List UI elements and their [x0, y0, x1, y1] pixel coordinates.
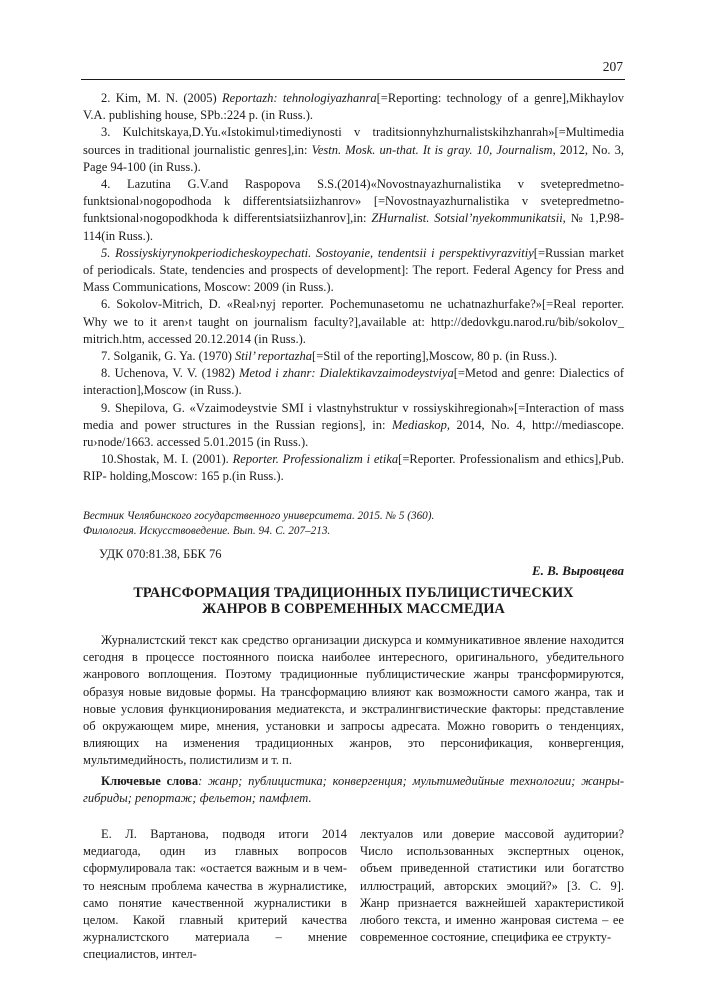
reference-title: ZHurnalist. Sotsial’nyekommunikatsii, [371, 211, 566, 226]
reference-text: [=Stil of the reporting],Moscow, 80 p. (in Russ.). [312, 349, 558, 364]
reference-item [83, 400, 624, 452]
reference-title: Stil’ reportazha [235, 349, 313, 364]
reference-number: 6. [101, 297, 111, 312]
reference-number: 10. [101, 452, 117, 467]
reference-text: Kim, M. N. (2005) [110, 91, 223, 105]
reference-number: 3. [101, 125, 111, 140]
reference-item [83, 451, 624, 485]
reference-text: Shostak, M. I. (2001). [116, 452, 233, 467]
reference-title: Metod i zhanr: Dialektikavzaimodeystviya [239, 366, 454, 381]
body-column-left: Е. Л. Вартанова, подводя итоги 2014 медиагода, один из главных вопросов сформулировала так: «остается важным и в чем-то неясным проблема качества в журналистике, само понятие качественной журналистики в целом. Какой главный критерий качества журналистского материала – мнение специалистов, интел- [83, 827, 347, 962]
reference-number: 9. [101, 400, 111, 415]
reference-list [83, 90, 624, 486]
reference-text: 2012, No. 3, Page 94-100 (in Russ.). [83, 142, 624, 174]
reference-text: Kulchitskaya,D.Yu.«Istokimul›timediynosti v traditsionnyhzhurnalistskihzhanrah»[=Multimedia sources in traditional journalistic genres],in: [83, 125, 624, 157]
reference-title: Vestn. Mosk. un-that. It is gray. 10, Journalism, [311, 142, 556, 157]
keywords-label: Ключевые слова [101, 774, 199, 788]
keywords-text: : жанр; публицистика; конвергенция; мультимедийные технологии; жанры-гибриды; репортаж; фельетон; памфлет. [83, 774, 625, 806]
reference-title: Rossiyskiyrynokperiodicheskoypechati. Sostoyanie, tendentsii i perspektivyrazvitiy [115, 245, 534, 260]
reference-text: 2014, No. 4, http://mediascope. ru›node/1663. accessed 5.01.2015 (in Russ.). [83, 417, 624, 450]
reference-title: Mediaskop, [392, 417, 450, 432]
journal-citation [83, 509, 624, 539]
reference-number: 2. [101, 91, 111, 105]
reference-title: Reportazh: tehnologiyazhanra [222, 91, 377, 105]
reference-text: № 1,P.98-114(in Russ.). [83, 211, 625, 243]
keywords [83, 773, 624, 807]
article-author: Е. В. Выровцева [531, 563, 624, 578]
reference-item [83, 124, 624, 176]
udk-code: УДК 070:81.38, ББК 76 [99, 547, 222, 561]
reference-text: [=Metod and genre: Dialectics of interaction],Moscow (in Russ.). [83, 366, 624, 398]
reference-item [83, 365, 624, 399]
body-column-right: лектуалов или доверие массовой аудитории? Число использованных экспертных оценок, объем приведенной статистики или богатство иллюстраций, авторских эмоций?» [3. С. 9]. Жанр признается важнейшей характеристикой любого текста, и именно жанровая система – ее современное состояние, специфика ее структу- [360, 827, 624, 945]
reference-number: 7. [101, 349, 111, 364]
reference-text: [=Russian market of periodicals. State, tendencies and prospects of development]: The report. Federal Agency for Press and Mass Communications, Moscow: 2009 (in Russ.). [83, 245, 624, 295]
reference-number: 8. [101, 366, 111, 381]
reference-text: Lazutina G.V.and Raspopova S.S.(2014)«Novostnayazhurnalistika v svetepredmetno-funktsional›nogopodhoda k differentsiatsiizhanrov» [=Novostnayazhurnalistika v svetepredmetno-funktsional›nogopodkhoda k differentsiatsiizhanrov],in: [83, 177, 624, 226]
abstract: Журналистский текст как средство организации дискурса и коммуникативное явление находится сегодня в процессе постоянного поиска наиболее интересного, оригинального, убедительного жанрового воплощения. Поэтому традиционные публицистические жанры трансформируются, образуя новые видовые формы. На трансформацию влияют как возможности самого жанра, так и новые условия функционирования медиатекста, и экстралингвистические факторы: представление об окружающем мире, мнения, установки и запросы адресата. Можно говорить о тенденциях, влияющих на изменения традиционных жанров, это персонификация, конвергенция, мультимедийность, полистилизм и т. п. [83, 633, 624, 768]
reference-item [83, 176, 624, 245]
reference-number: 5. [101, 245, 111, 260]
article-title-line-2: ЖАНРОВ В СОВРЕМЕННЫХ МАССМЕДИА [202, 601, 505, 617]
reference-item [83, 348, 624, 365]
reference-text: Shepilova, G. «Vzaimodeystvie SMI i vlastnyhstruktur v rossiyskihregionah»[=Interaction of mass media and power structures in the Russian regions], in: [83, 400, 624, 432]
reference-item [83, 296, 624, 348]
reference-text: Solganik, G. Ya. (1970) [110, 349, 236, 364]
journal-citation-line-2: Филология. Искусствоведение. Вып. 94. С. 207–213. [83, 525, 331, 537]
reference-number: 4. [101, 177, 111, 192]
reference-text: [=Reporter. Professionalism and ethics],Pub. RIP- holding,Moscow: 165 p.(in Russ.). [83, 452, 624, 484]
article-title [83, 585, 624, 617]
reference-item [83, 245, 624, 297]
reference-text: Sokolov-Mitrich, D. «Real›nyj reporter. Pochemunasetomu ne uchatnazhurfake?»[=Real reporter. Why we to it aren›t taught on journalism faculty?],available at: http://dedovkgu.narod.ru/bib/sokolov_ mitrich.htm, accessed 20.12.2014 (in Russ.). [83, 297, 624, 346]
article-title-line-1: ТРАНСФОРМАЦИЯ ТРАДИЦИОННЫХ ПУБЛИЦИСТИЧЕСКИХ [133, 585, 574, 601]
reference-text: Uchenova, V. V. (1982) [110, 366, 240, 381]
page-number: 207 [602, 59, 623, 74]
reference-text: [=Reporting: technology of a genre],Mikhaylov V.A. publishing house, SPb.:224 p. (in Russ.). [83, 91, 624, 123]
reference-title: Reporter. Professionalizm i etika [232, 452, 399, 467]
page-header [81, 58, 625, 80]
reference-item [83, 90, 624, 124]
journal-citation-line-1: Вестник Челябинского государственного университета. 2015. № 5 (360). [83, 510, 435, 522]
